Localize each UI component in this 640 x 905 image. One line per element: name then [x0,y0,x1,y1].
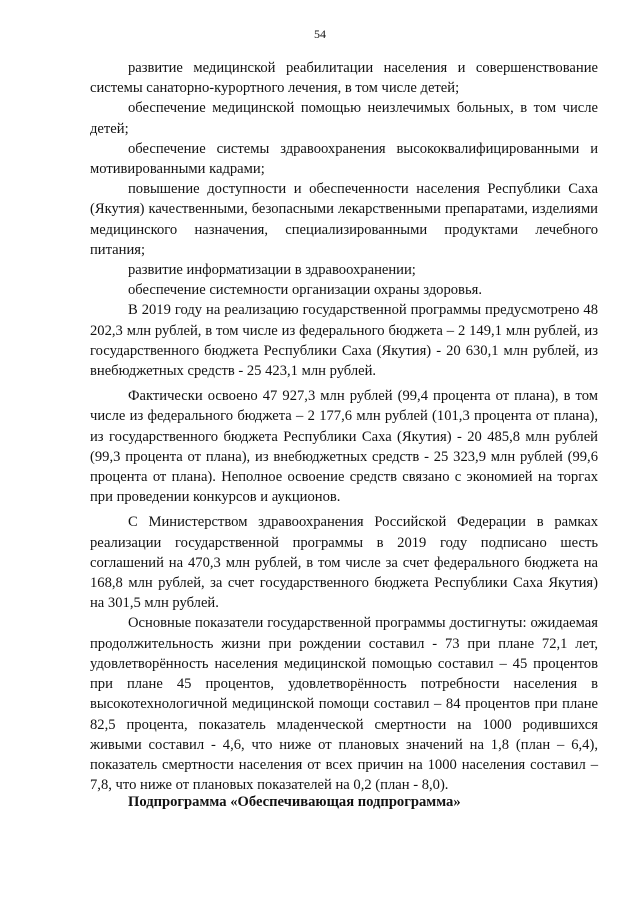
paragraph-agreements: С Министерством здравоохранения Российской Федерации в рамках реализации государственной программы в 2019 году подписано шесть соглашений на 470,3 млн рублей, в том числе за счет федерального бюджета на 168,8 млн рублей, за счет государственного бюджета Республики Саха Якутия) на 301,5 млн рублей. [90,514,598,612]
paragraph-systemic-organization: обеспечение системности организации охраны здоровья. [128,282,482,299]
paragraph-palliative-care: обеспечение медицинской помощью неизлечимых больных, в том числе детей; [90,100,598,137]
paragraph-informatization: развитие информатизации в здравоохранении; [128,262,416,279]
body-text [90,58,598,795]
paragraph-staffing: обеспечение системы здравоохранения высококвалифицированными и мотивированными кадрами; [90,140,598,178]
paragraph-funding-actual: Фактически освоено 47 927,3 млн рублей (99,4 процента от плана), в том числе из федерального бюджета – 2 177,6 млн рублей (101,3 процента от плана), из государственного бюджета Республики Саха (Якутия) - 20 485,8 млн рублей (99,3 процента от плана), из внебюджетных средств - 25 323,9 млн рублей (99,6 процента от плана). Неполное освоение средств связано с экономией на торгах при проведении конкурсов и аукционов. [90,388,598,506]
page-number: 54 [314,27,326,41]
paragraph-drug-access: повышение доступности и обеспеченности населения Республики Саха (Якутия) качественными, безопасными лекарственными препаратами, изделиями медицинского назначения, специализированными продуктами лечебного питания; [90,181,598,258]
paragraph-key-indicators: Основные показатели государственной программы достигнуты: ожидаемая продолжительность жизни при рождении составил - 73 при плане 72,1 лет, удовлетворённость населения медицинской помощью составил – 45 процентов при плане 45 процентов, удовлетворённость потребности населения в высокотехнологичной медицинской помощи составил – 84 процентов при плане 82,5 процента, показатель младенческой смертности на 1000 родившихся живыми составил - 4,6, что ниже от плановых значений на 1,8 (план – 6,4), показатель смертности населения от всех причин на 1000 населения составил – 7,8, что ниже от плановых показателей на 0,2 (план - 8,0). [90,615,598,794]
subprogram-heading: Подпрограмма «Обеспечивающая подпрограмма» [128,794,461,810]
paragraph-funding-planned: В 2019 году на реализацию государственной программы предусмотрено 48 202,3 млн рублей, в том числе из федерального бюджета – 2 149,1 млн рублей, из государственного бюджета Республики Саха (Якутия) - 20 630,1 млн рублей, из внебюджетных средств - 25 423,1 млн рублей. [90,302,598,380]
paragraph-rehabilitation: развитие медицинской реабилитации населения и совершенствование системы санаторно-курортного лечения, в том числе детей; [90,60,598,97]
